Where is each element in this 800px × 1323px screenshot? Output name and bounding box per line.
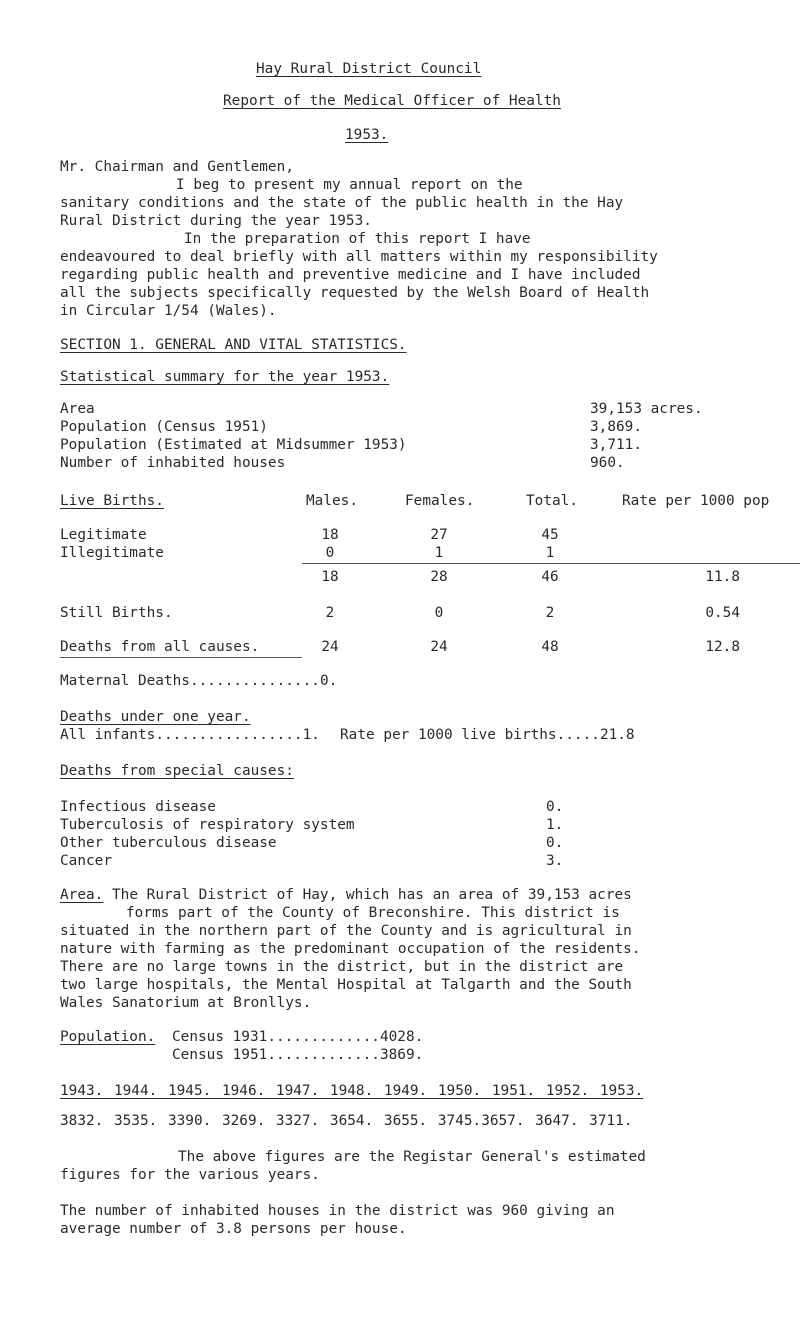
table-cell: 27 xyxy=(430,527,448,543)
special-label: Tuberculosis of respiratory system xyxy=(60,817,355,833)
area-first-line: The Rural District of Hay, which has an area of 39,153 acres xyxy=(112,887,632,903)
infant-heading: Deaths under one year. xyxy=(60,709,251,725)
houses-line: average number of 3.8 persons per house. xyxy=(60,1221,407,1237)
houses-line: The number of inhabited houses in the district was 960 giving an xyxy=(60,1203,615,1219)
births-heading: Live Births. xyxy=(60,493,164,509)
area-heading: Area. xyxy=(60,887,104,903)
infant-value: 1. xyxy=(302,727,320,743)
table-cell: 24 xyxy=(430,639,448,655)
special-value: 0. xyxy=(546,799,564,815)
council-title: Hay Rural District Council xyxy=(256,61,482,77)
col-females: Females. xyxy=(405,493,475,509)
intro-line: I beg to present my annual report on the xyxy=(176,177,523,193)
special-heading: Deaths from special causes: xyxy=(60,763,294,779)
population-years: 1943. 1944. 1945. 1946. 1947. 1948. 1949. 1950. 1951. 1952. 1953. xyxy=(60,1083,644,1099)
table-cell: 2 xyxy=(325,605,335,621)
table-cell: 28 xyxy=(430,569,448,585)
table-cell: 2 xyxy=(545,605,555,621)
special-label: Infectious disease xyxy=(60,799,216,815)
area-line: situated in the northern part of the County and is agricultural in xyxy=(60,923,632,939)
census-label: Census 1931 xyxy=(172,1029,268,1045)
table-cell: 11.8 xyxy=(705,569,740,585)
special-label: Cancer xyxy=(60,853,112,869)
intro-line: all the subjects specifically requested by the Welsh Board of Health xyxy=(60,285,650,301)
population-note: figures for the various years. xyxy=(60,1167,320,1183)
intro-line: In the preparation of this report I have xyxy=(184,231,531,247)
special-value: 0. xyxy=(546,835,564,851)
table-row-label: Deaths from all causes. xyxy=(60,639,260,655)
report-title: Report of the Medical Officer of Health xyxy=(223,93,561,109)
row-underline xyxy=(60,657,302,658)
section-title: SECTION 1. GENERAL AND VITAL STATISTICS. xyxy=(60,337,407,353)
table-cell: 18 xyxy=(321,569,339,585)
table-cell: 12.8 xyxy=(705,639,740,655)
summary-label: Population (Census 1951) xyxy=(60,419,268,435)
table-row-label: Illegitimate xyxy=(60,545,164,561)
report-year: 1953. xyxy=(345,127,389,143)
summary-value: 39,153 acres. xyxy=(590,401,703,417)
table-divider xyxy=(302,563,800,564)
table-cell: 18 xyxy=(321,527,339,543)
summary-value: 3,711. xyxy=(590,437,642,453)
population-values: 3832. 3535. 3390. 3269. 3327. 3654. 3655. 3745.3657. 3647. 3711. xyxy=(60,1113,633,1129)
maternal-label: Maternal Deaths xyxy=(60,673,190,689)
intro-line: regarding public health and preventive medicine and I have included xyxy=(60,267,641,283)
special-value: 3. xyxy=(546,853,564,869)
area-line: Wales Sanatorium at Bronllys. xyxy=(60,995,312,1011)
summary-value: 3,869. xyxy=(590,419,642,435)
table-row-label: Legitimate xyxy=(60,527,147,543)
infant-label: All infants xyxy=(60,727,156,743)
special-value: 1. xyxy=(546,817,564,833)
col-total: Total. xyxy=(526,493,578,509)
table-cell: 1 xyxy=(545,545,555,561)
special-label: Other tuberculous disease xyxy=(60,835,277,851)
intro-line: endeavoured to deal briefly with all matters within my responsibility xyxy=(60,249,658,265)
maternal-row: Maternal Deaths...............0. xyxy=(60,673,338,689)
intro-line: sanitary conditions and the state of the public health in the Hay xyxy=(60,195,624,211)
table-row-label: Still Births. xyxy=(60,605,173,621)
table-cell: 0.54 xyxy=(705,605,740,621)
intro-line: in Circular 1/54 (Wales). xyxy=(60,303,277,319)
area-line: forms part of the County of Breconshire. This district is xyxy=(126,905,620,921)
summary-label: Number of inhabited houses xyxy=(60,455,286,471)
maternal-value: 0. xyxy=(319,673,338,689)
census-label: Census 1951 xyxy=(172,1047,268,1063)
col-rate: Rate per 1000 pop xyxy=(622,493,770,509)
area-para-first xyxy=(60,886,632,904)
table-cell: 48 xyxy=(541,639,559,655)
salutation: Mr. Chairman and Gentlemen, xyxy=(60,159,294,175)
table-cell: 46 xyxy=(541,569,559,585)
table-cell: 24 xyxy=(321,639,339,655)
intro-line: Rural District during the year 1953. xyxy=(60,213,372,229)
infant-rate-value: 21.8 xyxy=(599,727,635,743)
census-value: 4028. xyxy=(379,1029,424,1045)
infant-row: All infants.................1. xyxy=(60,727,320,743)
area-line: two large hospitals, the Mental Hospital at Talgarth and the South xyxy=(60,977,632,993)
population-heading: Population. xyxy=(60,1029,156,1045)
summary-value: 960. xyxy=(590,455,625,471)
summary-title: Statistical summary for the year 1953. xyxy=(60,369,390,385)
table-cell: 1 xyxy=(434,545,444,561)
table-cell: 0 xyxy=(434,605,444,621)
area-line: There are no large towns in the district, but in the district are xyxy=(60,959,624,975)
census-row: Census 1931.............4028. xyxy=(172,1029,424,1045)
summary-label: Area xyxy=(60,401,95,417)
area-line: nature with farming as the predominant occupation of the residents. xyxy=(60,941,641,957)
col-males: Males. xyxy=(306,493,358,509)
infant-rate-row: Rate per 1000 live births.....21.8 xyxy=(340,727,635,743)
table-cell: 0 xyxy=(325,545,335,561)
census-row: Census 1951.............3869. xyxy=(172,1047,424,1063)
census-value: 3869. xyxy=(379,1047,424,1063)
table-cell: 45 xyxy=(541,527,559,543)
population-note: The above figures are the Registar General's estimated xyxy=(178,1149,646,1165)
summary-label: Population (Estimated at Midsummer 1953) xyxy=(60,437,407,453)
infant-rate-label: Rate per 1000 live births xyxy=(340,727,557,743)
